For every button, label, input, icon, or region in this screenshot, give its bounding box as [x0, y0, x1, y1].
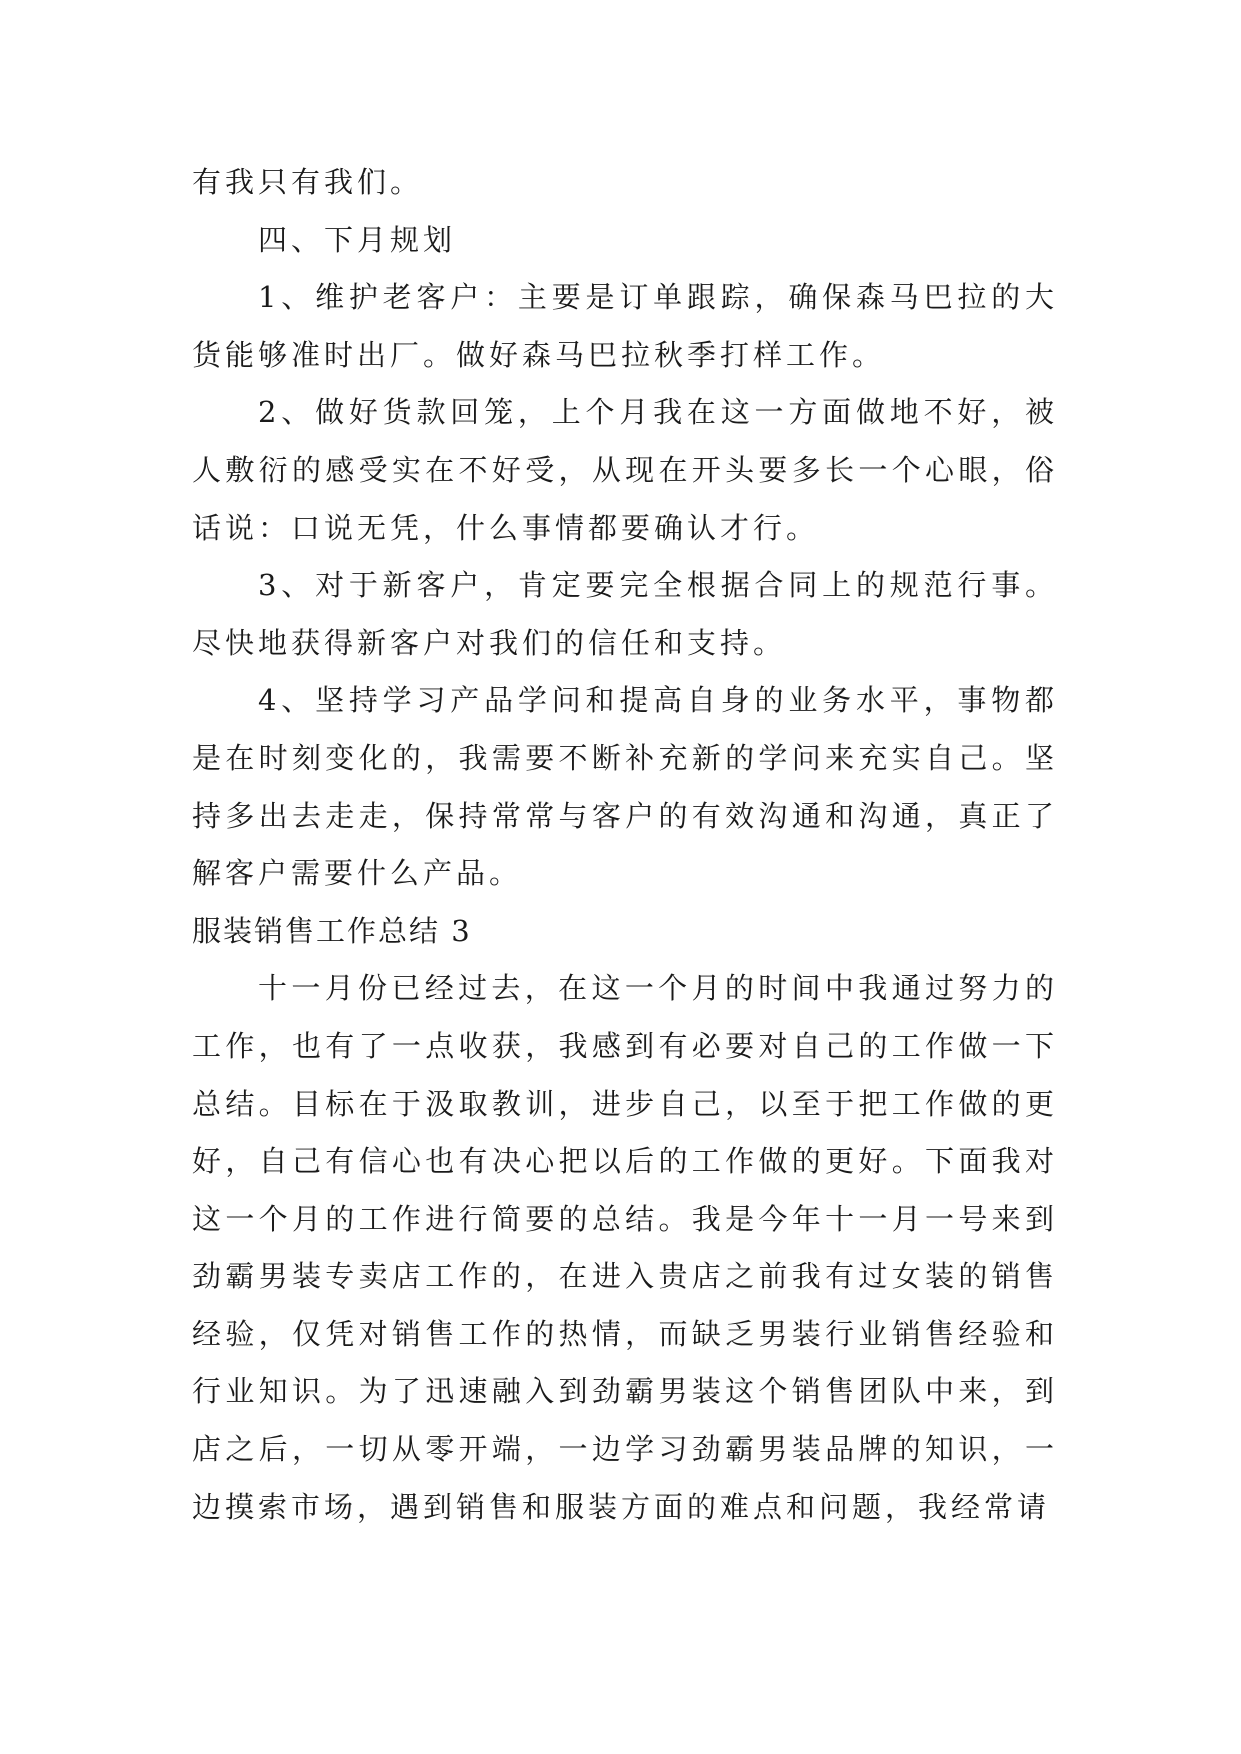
section-heading-next-month-plan: 四、下月规划: [258, 222, 457, 257]
paragraph-plan-item-4: 4、坚持学习产品学问和提高自身的业务水平，事物都是在时刻变化的，我需要不断补充新的学问来充实自己。坚持多出去走走，保持常常与客户的有效沟通和沟通，真正了解客户需要什么产品。: [192, 683, 1058, 891]
paragraph-plan-item-2: 2、做好货款回笼，上个月我在这一方面做地不好，被人敷衍的感受实在不好受，从现在开头要多长一个心眼，俗话说：口说无凭，什么事情都要确认才行。: [192, 395, 1058, 545]
paragraph-summary-body: 十一月份已经过去，在这一个月的时间中我通过努力的工作，也有了一点收获，我感到有必要对自己的工作做一下总结。目标在于汲取教训，进步自己，以至于把工作做的更好，自己有信心也有决心把以后的工作做的更好。下面我对这一个月的工作进行简要的总结。我是今年十一月一号来到劲霸男装专卖店工作的，在进入贵店之前我有过女装的销售经验，仅凭对销售工作的热情，而缺乏男装行业销售经验和行业知识。为了迅速融入到劲霸男装这个销售团队中来，到店之后，一切从零开端，一边学习劲霸男装品牌的知识，一边摸索市场，遇到销售和服装方面的难点和问题，我经常请: [192, 971, 1058, 1524]
paragraph-plan-item-1: 1、维护老客户：主要是订单跟踪，确保森马巴拉的大货能够准时出厂。做好森马巴拉秋季打样工作。: [192, 280, 1058, 372]
section-title: 服装销售工作总结 3: [192, 913, 472, 948]
paragraph-plan-item-3: 3、对于新客户，肯定要完全根据合同上的规范行事。尽快地获得新客户对我们的信任和支持。: [192, 568, 1058, 660]
paragraph-closing-line: 有我只有我们。: [192, 165, 424, 199]
document-page: [192, 154, 1058, 1536]
